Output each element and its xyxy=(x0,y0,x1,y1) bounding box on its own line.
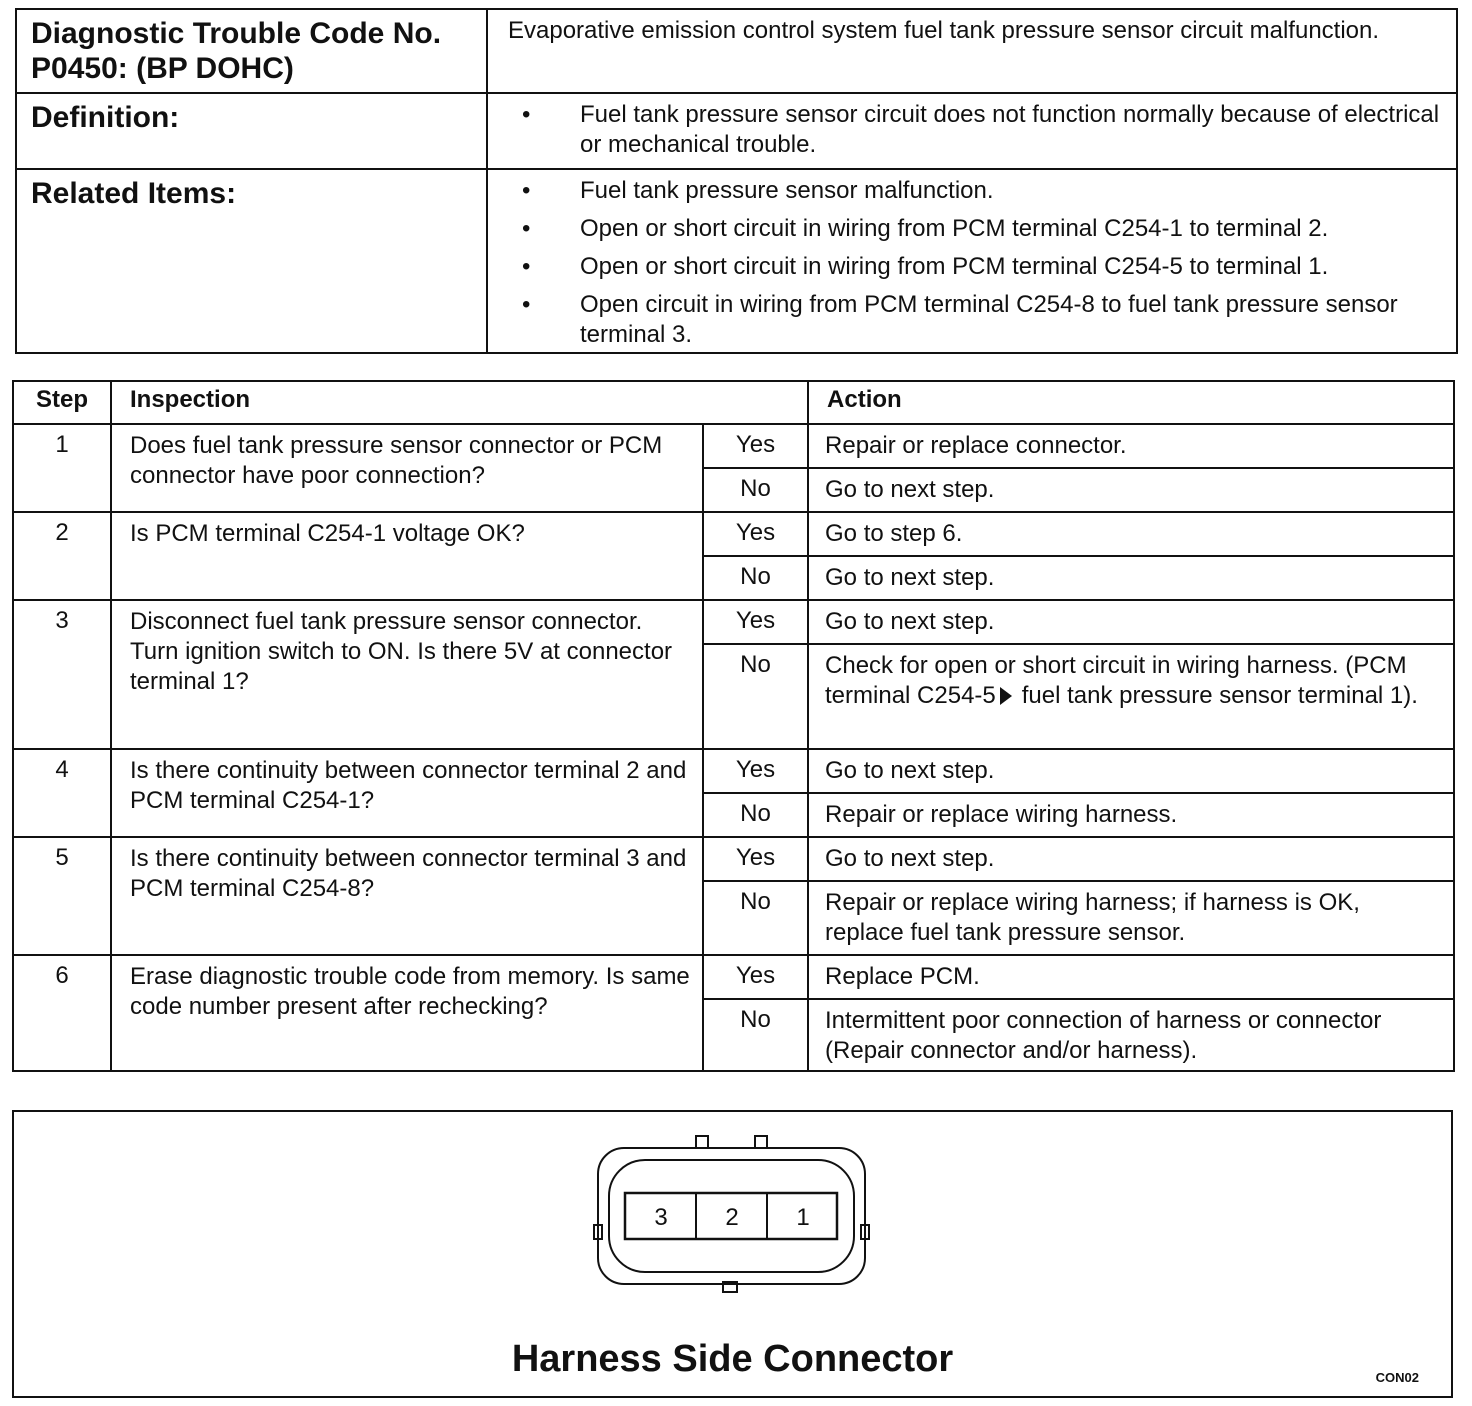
terminal-label-3: 3 xyxy=(654,1204,668,1231)
bullet-icon: • xyxy=(522,253,531,280)
inspection-text: Is there continuity between connector terminal 3 and PCM terminal C254-8? xyxy=(111,837,703,955)
connector-diagram xyxy=(12,1110,1453,1398)
terminal-label-2: 2 xyxy=(725,1204,739,1231)
related-item: • Open circuit in wiring from PCM terminal C254-8 to fuel tank pressure sensor terminal 3. xyxy=(522,291,1398,348)
definition-item: • Fuel tank pressure sensor circuit does not function normally because of electrical or mechanical trouble. xyxy=(522,101,1440,158)
no-label: No xyxy=(703,881,808,955)
connector-top-tab xyxy=(696,1136,708,1148)
yes-action: Go to next step. xyxy=(808,837,1454,881)
bullet-icon: • xyxy=(522,291,531,318)
dtc-description: Evaporative emission control system fuel tank pressure sensor circuit malfunction. xyxy=(508,17,1380,44)
related-value xyxy=(490,170,1456,354)
related-item: • Open or short circuit in wiring from PCM terminal C254-1 to terminal 2. xyxy=(522,215,1329,242)
bullet-icon: • xyxy=(522,101,531,128)
no-action: Go to next step. xyxy=(808,468,1454,512)
yes-action: Go to next step. xyxy=(808,600,1454,644)
inspection-text: Erase diagnostic trouble code from memory. Is same code number present after rechecking? xyxy=(111,955,703,1071)
table-header-row xyxy=(13,381,1454,424)
related-label: Related Items: xyxy=(17,170,488,354)
step-number: 5 xyxy=(13,837,111,955)
dtc-label xyxy=(17,10,488,92)
yes-action: Go to next step. xyxy=(808,749,1454,793)
dtc-info-table xyxy=(15,8,1458,354)
table-row xyxy=(13,600,1454,644)
table-row xyxy=(13,424,1454,468)
diagram-caption: Harness Side Connector xyxy=(511,1338,954,1380)
dtc-code-text: Diagnostic Trouble Code No. P0450: (BP DOHC) xyxy=(31,17,442,85)
no-label: No xyxy=(703,644,808,748)
related-items-row xyxy=(17,170,1456,354)
inspection-text: Is there continuity between connector terminal 2 and PCM terminal C254-1? xyxy=(111,749,703,837)
yes-label: Yes xyxy=(703,600,808,644)
yes-action: Replace PCM. xyxy=(808,955,1454,999)
figure-code: CON02 xyxy=(1375,1370,1419,1385)
inspection-text: Does fuel tank pressure sensor connector or PCM connector have poor connection? xyxy=(111,424,703,512)
no-action: Intermittent poor connection of harness or connector (Repair connector and/or harness). xyxy=(808,999,1454,1071)
inspection-text: Is PCM terminal C254-1 voltage OK? xyxy=(111,512,703,600)
inspection-text: Disconnect fuel tank pressure sensor connector. Turn ignition switch to ON. Is there 5V at connector terminal 1? xyxy=(111,600,703,748)
yes-label: Yes xyxy=(703,424,808,468)
no-label: No xyxy=(703,556,808,600)
arrow-right-icon xyxy=(1000,687,1012,705)
no-label: No xyxy=(703,468,808,512)
definition-label: Definition: xyxy=(17,94,488,168)
bullet-icon: • xyxy=(522,215,531,242)
action-header: Action xyxy=(808,381,1454,424)
bullet-icon: • xyxy=(522,177,531,204)
table-row xyxy=(13,749,1454,793)
step-number: 1 xyxy=(13,424,111,512)
definition-row xyxy=(17,94,1456,170)
yes-action: Repair or replace connector. xyxy=(808,424,1454,468)
no-action: Repair or replace wiring harness. xyxy=(808,793,1454,837)
no-action: Go to next step. xyxy=(808,556,1454,600)
yes-label: Yes xyxy=(703,749,808,793)
no-label: No xyxy=(703,999,808,1071)
step-number: 2 xyxy=(13,512,111,600)
connector-top-tab xyxy=(755,1136,767,1148)
no-label: No xyxy=(703,793,808,837)
yes-action: Go to step 6. xyxy=(808,512,1454,556)
terminal-label-1: 1 xyxy=(796,1204,810,1231)
inspection-header: Inspection xyxy=(111,381,808,424)
step-number: 4 xyxy=(13,749,111,837)
yes-label: Yes xyxy=(703,837,808,881)
table-row xyxy=(13,512,1454,556)
step-header: Step xyxy=(13,381,111,424)
related-item: • Fuel tank pressure sensor malfunction. xyxy=(522,177,994,204)
yes-label: Yes xyxy=(703,955,808,999)
inspection-steps-table xyxy=(12,380,1455,1072)
yes-label: Yes xyxy=(703,512,808,556)
no-action: Repair or replace wiring harness; if harness is OK, replace fuel tank pressure sensor. xyxy=(808,881,1454,955)
table-row xyxy=(13,955,1454,999)
table-row xyxy=(13,837,1454,881)
step-number: 6 xyxy=(13,955,111,1071)
step-number: 3 xyxy=(13,600,111,748)
no-action: Check for open or short circuit in wiring harness. (PCM terminal C254-5 fuel tank pressure sensor terminal 1). xyxy=(808,644,1454,748)
dtc-row xyxy=(17,10,1456,94)
related-item: • Open or short circuit in wiring from PCM terminal C254-5 to terminal 1. xyxy=(522,253,1329,280)
definition-value xyxy=(490,94,1456,168)
